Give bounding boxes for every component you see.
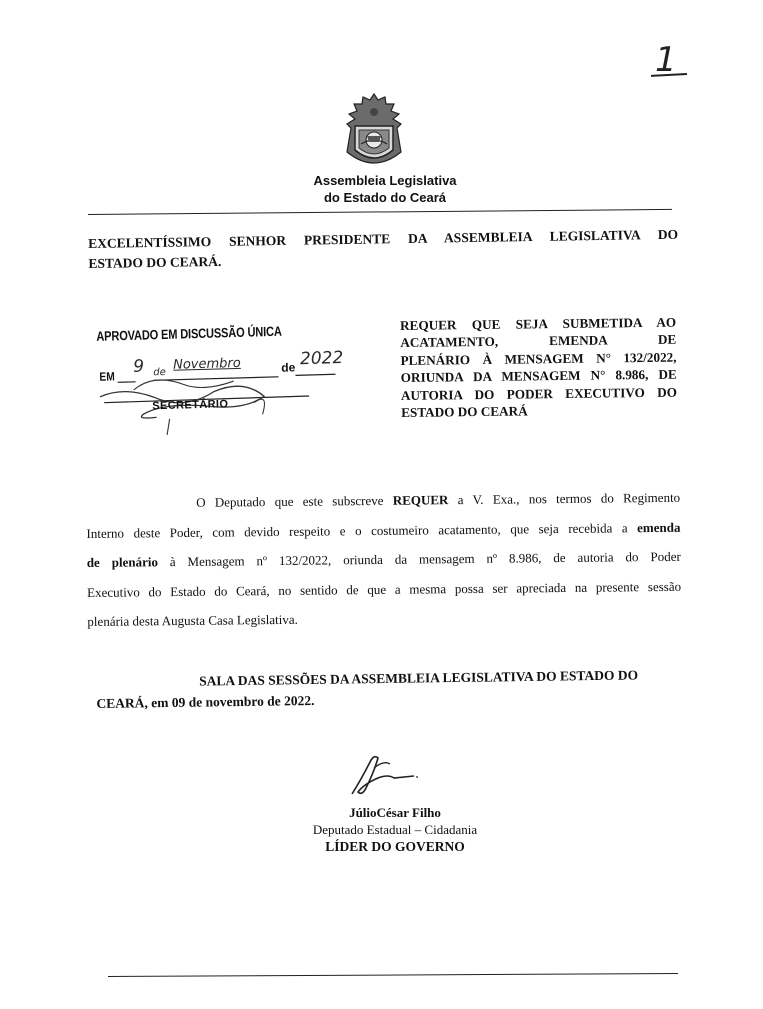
body-text-segment: a V. Exa., nos termos do Regimento bbox=[457, 489, 681, 508]
addressee-line2: ESTADO DO CEARÁ. bbox=[88, 253, 222, 271]
body-text-segment: à Mensagem nº 132/2022, oriunda da mensagem nº 8.986, de autoria do Poder bbox=[169, 548, 681, 570]
stamp-lines-and-signature-icon bbox=[92, 318, 355, 445]
request-line: ORIUNDA DA MENSAGEM N° 8.986, DE bbox=[400, 366, 677, 386]
body-emphasis-emenda: emenda bbox=[637, 519, 681, 535]
handwritten-signature-icon bbox=[344, 748, 424, 800]
stamp-year: 2022 bbox=[299, 348, 344, 370]
stamp-title: APROVADO EM DISCUSSÃO ÚNICA bbox=[96, 323, 282, 344]
request-line: ACATAMENTO, EMENDA DE bbox=[400, 332, 677, 351]
closing-line1: SALA DAS SESSÕES DA ASSEMBLEIA LEGISLATIVA DO ESTADO DO bbox=[199, 667, 639, 689]
request-line: ESTADO DO CEARÁ bbox=[401, 403, 528, 421]
stamp-de-label-2: de bbox=[281, 360, 296, 375]
stamp-em-label: EM bbox=[99, 369, 115, 384]
body-line-4: Executivo do Estado do Ceará, no sentido de que a mesma possa ser apreciada na presente sessão bbox=[87, 578, 682, 600]
body-emphasis-requer: REQUER bbox=[392, 492, 449, 508]
stamp-secretary-label: SECRETÁRIO bbox=[152, 398, 229, 413]
request-line: REQUER QUE SEJA SUBMETIDA AO bbox=[400, 314, 677, 333]
closing-statement bbox=[96, 664, 683, 714]
body-text-segment: O Deputado que este subscreve bbox=[196, 492, 384, 510]
signatory-name: JúlioCésar Filho bbox=[349, 805, 441, 820]
stamp-de-label-1: de bbox=[153, 366, 167, 379]
institution-name-line1: Assembleia Legislativa bbox=[313, 173, 457, 188]
footer-divider bbox=[108, 973, 678, 977]
addressee-line1: EXCELENTÍSSIMO SENHOR PRESIDENTE DA ASSEMBLEIA LEGISLATIVA DO bbox=[88, 226, 679, 251]
closing-line2: CEARÁ, em 09 de novembro de 2022. bbox=[96, 692, 315, 711]
request-line: PLENÁRIO À MENSAGEM N° 132/2022, bbox=[400, 349, 677, 368]
signatory-title: LÍDER DO GOVERNO bbox=[325, 839, 465, 854]
institution-name-line2: do Estado do Ceará bbox=[323, 190, 447, 205]
page-number: 1 bbox=[655, 40, 677, 80]
body-line-5: plenária desta Augusta Casa Legislativa. bbox=[87, 612, 298, 630]
stamp-day: 9 bbox=[132, 356, 145, 377]
request-summary bbox=[400, 314, 677, 422]
header-divider bbox=[88, 209, 672, 215]
body-text-segment: Interno deste Poder, com devido respeito e o costumeiro acatamento, que seja recebida a bbox=[86, 519, 628, 541]
request-line: AUTORIA DO PODER EXECUTIVO DO bbox=[400, 384, 678, 403]
body-emphasis-plenario: de plenário bbox=[86, 554, 158, 571]
approval-stamp bbox=[92, 318, 355, 445]
stamp-month: Novembro bbox=[172, 355, 241, 373]
body-paragraph bbox=[86, 483, 682, 637]
addressee bbox=[88, 225, 679, 274]
signatory-role: Deputado Estadual – Cidadania bbox=[312, 822, 478, 837]
state-coat-of-arms-icon bbox=[341, 92, 407, 170]
